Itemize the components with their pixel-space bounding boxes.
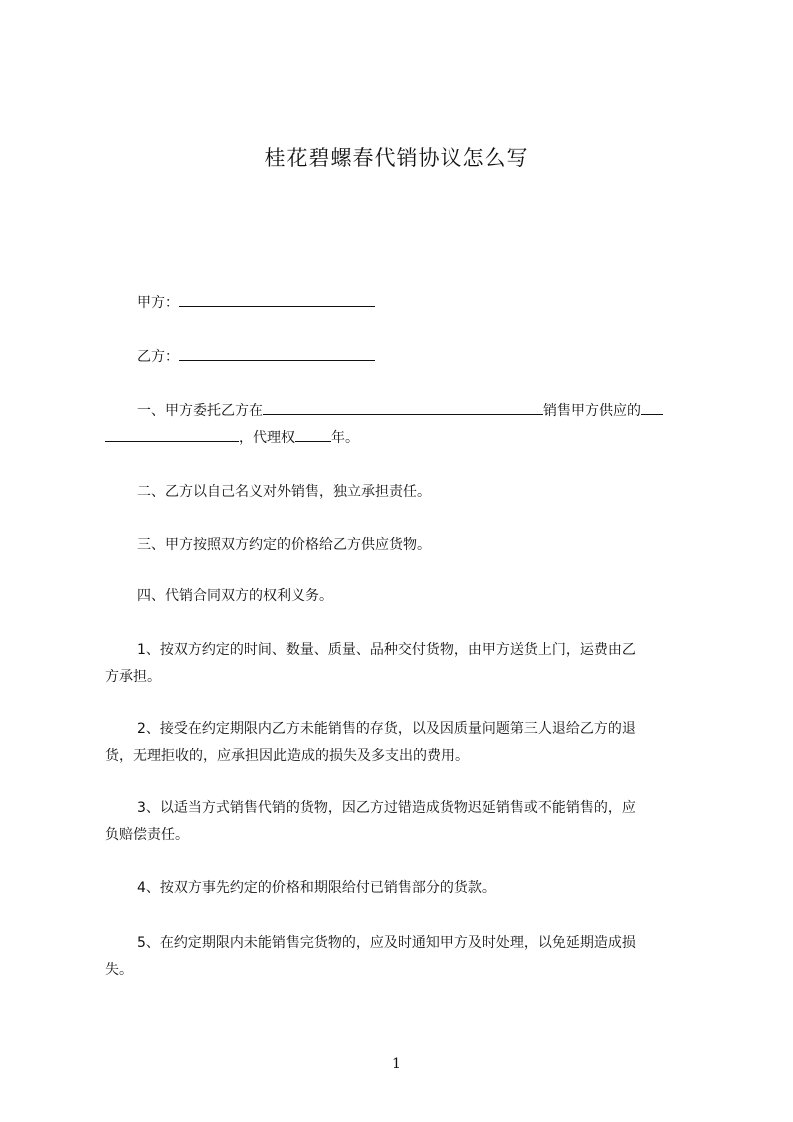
clause-4: 四、代销合同双方的权利义务。 [137, 588, 333, 604]
party-b-label: 乙方： [137, 349, 179, 365]
clause-1-line-2 [105, 427, 715, 447]
clause-1-line-1 [137, 400, 747, 420]
agency-years-blank[interactable] [295, 427, 331, 442]
party-b-blank[interactable] [179, 346, 375, 361]
page-number: 1 [392, 1056, 401, 1072]
party-a-label: 甲方： [137, 295, 179, 311]
clause-1-part-1: 一、甲方委托乙方在 [137, 403, 263, 419]
goods-blank-end[interactable] [105, 427, 239, 442]
item-4: 4、按双方事先约定的价格和期限给付已销售部分的货款。 [137, 880, 496, 896]
clause-3: 三、甲方按照双方约定的价格给乙方供应货物。 [137, 537, 431, 553]
item-2-line-2: 货，无理拒收的，应承担因此造成的损失及多支出的费用。 [105, 748, 469, 764]
clause-1-part-4: 年。 [331, 430, 359, 446]
item-3-line-2: 负赔偿责任。 [105, 827, 189, 843]
document-title: 桂花碧螺春代销协议怎么写 [264, 146, 529, 170]
sales-region-blank[interactable] [263, 400, 543, 415]
clause-1-part-2: 销售甲方供应的 [543, 403, 641, 419]
clause-1-part-3: ，代理权 [239, 430, 295, 446]
item-5-line-1: 5、在约定期限内未能销售完货物的，应及时通知甲方及时处理，以免延期造成损 [137, 935, 636, 951]
item-1-line-2: 方承担。 [105, 669, 161, 685]
party-a-line [137, 292, 747, 312]
item-2-line-1: 2、接受在约定期限内乙方未能销售的存货，以及因质量问题第三人退给乙方的退 [137, 721, 636, 737]
clause-2: 二、乙方以自己名义对外销售，独立承担责任。 [137, 484, 431, 500]
goods-blank-start[interactable] [641, 400, 663, 415]
item-1-line-1: 1、按双方约定的时间、数量、质量、品种交付货物，由甲方送货上门，运费由乙 [137, 642, 636, 658]
item-5-line-2: 失。 [105, 962, 133, 978]
party-a-blank[interactable] [179, 292, 375, 307]
party-b-line [137, 346, 747, 366]
item-3-line-1: 3、以适当方式销售代销的货物，因乙方过错造成货物迟延销售或不能销售的，应 [137, 800, 636, 816]
